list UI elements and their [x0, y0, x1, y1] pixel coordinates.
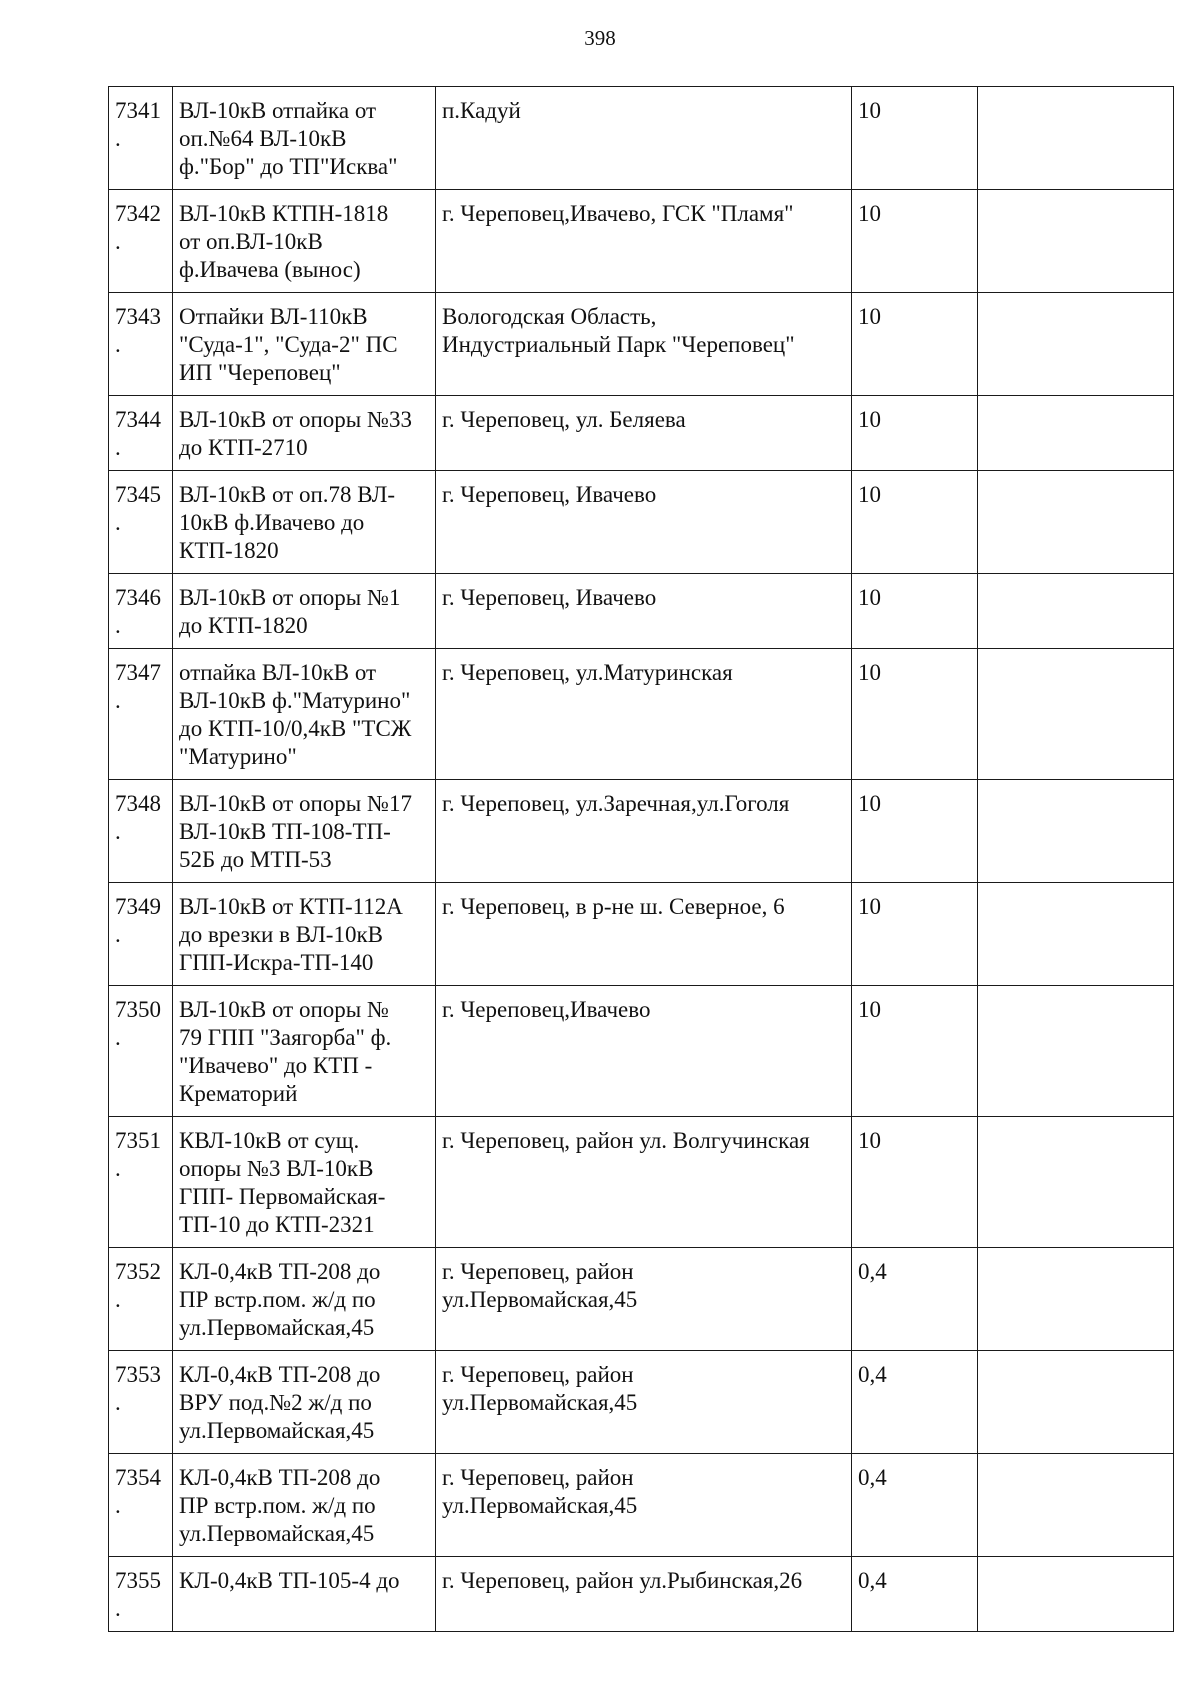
line-name-text: ВЛ-10кВ от опоры №1 до КТП-1820	[179, 585, 401, 638]
table-row	[109, 1351, 1174, 1454]
extra-cell	[978, 471, 1174, 574]
address-text: Вологодская Область, Индустриальный Парк "Череповец"	[442, 304, 795, 357]
address-text: г. Череповец, Ивачево	[442, 585, 657, 610]
row-number-text: 7341.	[115, 98, 161, 151]
line-name-text: ВЛ-10кВ отпайка от оп.№64 ВЛ-10кВ ф."Бор" до ТП"Исква"	[179, 98, 398, 179]
line-name-text: ВЛ-10кВ КТПН-1818 от оп.ВЛ-10кВ ф.Ивачева (вынос)	[179, 201, 389, 282]
row-number-text: 7354.	[115, 1465, 161, 1518]
row-number-text: 7349.	[115, 894, 161, 947]
voltage-text: 0,4	[858, 1568, 887, 1593]
line-name-cell	[173, 574, 436, 649]
row-number-cell	[109, 396, 173, 471]
line-name-text: Отпайки ВЛ-110кВ "Суда-1", "Суда-2" ПС ИП "Череповец"	[179, 304, 398, 385]
line-name-text: КЛ-0,4кВ ТП-105-4 до	[179, 1568, 400, 1593]
address-text: г. Череповец, район ул.Рыбинская,26	[442, 1568, 803, 1593]
address-cell	[436, 471, 852, 574]
extra-cell	[978, 780, 1174, 883]
voltage-text: 10	[858, 304, 881, 329]
line-name-text: КВЛ-10кВ от сущ. опоры №3 ВЛ-10кВ ГПП- Первомайская- ТП-10 до КТП-2321	[179, 1128, 386, 1237]
row-number-text: 7348.	[115, 791, 161, 844]
table-row	[109, 1117, 1174, 1248]
row-number-cell	[109, 1454, 173, 1557]
address-text: п.Кадуй	[442, 98, 521, 123]
address-text: г. Череповец, ул.Матуринская	[442, 660, 733, 685]
voltage-text: 10	[858, 1128, 881, 1153]
line-name-text: отпайка ВЛ-10кВ от ВЛ-10кВ ф."Матурино" до КТП-10/0,4кВ "ТСЖ "Матурино"	[179, 660, 412, 769]
row-number-text: 7355.	[115, 1568, 161, 1621]
voltage-cell	[852, 87, 978, 190]
voltage-text: 10	[858, 997, 881, 1022]
voltage-text: 10	[858, 791, 881, 816]
voltage-text: 0,4	[858, 1465, 887, 1490]
address-cell	[436, 1351, 852, 1454]
voltage-text: 10	[858, 894, 881, 919]
line-name-text: ВЛ-10кВ от КТП-112А до врезки в ВЛ-10кВ ГПП-Искра-ТП-140	[179, 894, 403, 975]
row-number-cell	[109, 293, 173, 396]
extra-cell	[978, 1248, 1174, 1351]
voltage-cell	[852, 1248, 978, 1351]
line-name-cell	[173, 1351, 436, 1454]
voltage-cell	[852, 574, 978, 649]
address-text: г. Череповец,Ивачево, ГСК "Пламя"	[442, 201, 794, 226]
row-number-text: 7351.	[115, 1128, 161, 1181]
row-number-text: 7350.	[115, 997, 161, 1050]
table-row	[109, 986, 1174, 1117]
address-cell	[436, 574, 852, 649]
line-name-text: КЛ-0,4кВ ТП-208 до ВРУ под.№2 ж/д по ул.Первомайская,45	[179, 1362, 381, 1443]
row-number-cell	[109, 1117, 173, 1248]
registry-table	[108, 86, 1174, 1632]
line-name-cell	[173, 1557, 436, 1632]
extra-cell	[978, 1454, 1174, 1557]
extra-cell	[978, 1117, 1174, 1248]
line-name-text: КЛ-0,4кВ ТП-208 до ПР встр.пом. ж/д по ул.Первомайская,45	[179, 1465, 381, 1546]
voltage-cell	[852, 883, 978, 986]
line-name-cell	[173, 293, 436, 396]
address-cell	[436, 1557, 852, 1632]
voltage-cell	[852, 1351, 978, 1454]
row-number-cell	[109, 883, 173, 986]
address-text: г. Череповец, район ул.Первомайская,45	[442, 1362, 638, 1415]
voltage-cell	[852, 190, 978, 293]
address-cell	[436, 87, 852, 190]
row-number-text: 7342.	[115, 201, 161, 254]
line-name-cell	[173, 87, 436, 190]
line-name-cell	[173, 190, 436, 293]
line-name-text: ВЛ-10кВ от опоры № 79 ГПП "Заягорба" ф. "Ивачево" до КТП - Крематорий	[179, 997, 392, 1106]
line-name-text: ВЛ-10кВ от оп.78 ВЛ- 10кВ ф.Ивачево до КТП-1820	[179, 482, 396, 563]
extra-cell	[978, 396, 1174, 471]
extra-cell	[978, 190, 1174, 293]
extra-cell	[978, 293, 1174, 396]
line-name-cell	[173, 396, 436, 471]
table-row	[109, 87, 1174, 190]
voltage-cell	[852, 471, 978, 574]
address-cell	[436, 293, 852, 396]
address-cell	[436, 1248, 852, 1351]
line-name-text: КЛ-0,4кВ ТП-208 до ПР встр.пом. ж/д по ул.Первомайская,45	[179, 1259, 381, 1340]
address-cell	[436, 883, 852, 986]
extra-cell	[978, 883, 1174, 986]
address-text: г. Череповец, ул. Беляева	[442, 407, 686, 432]
row-number-text: 7343.	[115, 304, 161, 357]
row-number-cell	[109, 1351, 173, 1454]
table-body	[109, 87, 1174, 1632]
table-row	[109, 574, 1174, 649]
line-name-cell	[173, 471, 436, 574]
line-name-cell	[173, 780, 436, 883]
table-row	[109, 293, 1174, 396]
line-name-cell	[173, 883, 436, 986]
table-row	[109, 1454, 1174, 1557]
extra-cell	[978, 574, 1174, 649]
line-name-text: ВЛ-10кВ от опоры №33 до КТП-2710	[179, 407, 412, 460]
voltage-cell	[852, 780, 978, 883]
page-number: 398	[584, 26, 616, 50]
address-text: г. Череповец, в р-не ш. Северное, 6	[442, 894, 785, 919]
table-row	[109, 190, 1174, 293]
voltage-cell	[852, 986, 978, 1117]
table-row	[109, 1557, 1174, 1632]
row-number-text: 7352.	[115, 1259, 161, 1312]
row-number-text: 7345.	[115, 482, 161, 535]
address-cell	[436, 190, 852, 293]
row-number-cell	[109, 190, 173, 293]
line-name-cell	[173, 649, 436, 780]
voltage-text: 10	[858, 660, 881, 685]
table-row	[109, 396, 1174, 471]
address-text: г. Череповец, Ивачево	[442, 482, 657, 507]
voltage-text: 10	[858, 482, 881, 507]
row-number-cell	[109, 986, 173, 1117]
row-number-cell	[109, 574, 173, 649]
line-name-cell	[173, 1248, 436, 1351]
line-name-cell	[173, 986, 436, 1117]
address-text: г. Череповец,Ивачево	[442, 997, 651, 1022]
line-name-cell	[173, 1117, 436, 1248]
row-number-cell	[109, 780, 173, 883]
table-row	[109, 649, 1174, 780]
row-number-text: 7347.	[115, 660, 161, 713]
line-name-cell	[173, 1454, 436, 1557]
extra-cell	[978, 1557, 1174, 1632]
voltage-text: 10	[858, 201, 881, 226]
row-number-cell	[109, 471, 173, 574]
row-number-text: 7353.	[115, 1362, 161, 1415]
voltage-cell	[852, 293, 978, 396]
extra-cell	[978, 986, 1174, 1117]
address-cell	[436, 649, 852, 780]
extra-cell	[978, 87, 1174, 190]
voltage-text: 0,4	[858, 1259, 887, 1284]
voltage-text: 10	[858, 98, 881, 123]
address-cell	[436, 780, 852, 883]
address-text: г. Череповец, район ул.Первомайская,45	[442, 1259, 638, 1312]
address-cell	[436, 1454, 852, 1557]
row-number-text: 7346.	[115, 585, 161, 638]
address-cell	[436, 1117, 852, 1248]
voltage-cell	[852, 1117, 978, 1248]
line-name-text: ВЛ-10кВ от опоры №17 ВЛ-10кВ ТП-108-ТП- 52Б до МТП-53	[179, 791, 412, 872]
row-number-cell	[109, 1557, 173, 1632]
row-number-text: 7344.	[115, 407, 161, 460]
voltage-cell	[852, 649, 978, 780]
address-text: г. Череповец, ул.Заречная,ул.Гоголя	[442, 791, 790, 816]
table-row	[109, 780, 1174, 883]
table-row	[109, 1248, 1174, 1351]
voltage-text: 10	[858, 585, 881, 610]
extra-cell	[978, 649, 1174, 780]
voltage-cell	[852, 396, 978, 471]
row-number-cell	[109, 87, 173, 190]
table-row	[109, 471, 1174, 574]
address-cell	[436, 986, 852, 1117]
extra-cell	[978, 1351, 1174, 1454]
voltage-text: 10	[858, 407, 881, 432]
row-number-cell	[109, 1248, 173, 1351]
table-row	[109, 883, 1174, 986]
row-number-cell	[109, 649, 173, 780]
address-text: г. Череповец, район ул.Первомайская,45	[442, 1465, 638, 1518]
address-text: г. Череповец, район ул. Волгучинская	[442, 1128, 810, 1153]
voltage-cell	[852, 1454, 978, 1557]
voltage-cell	[852, 1557, 978, 1632]
address-cell	[436, 396, 852, 471]
voltage-text: 0,4	[858, 1362, 887, 1387]
